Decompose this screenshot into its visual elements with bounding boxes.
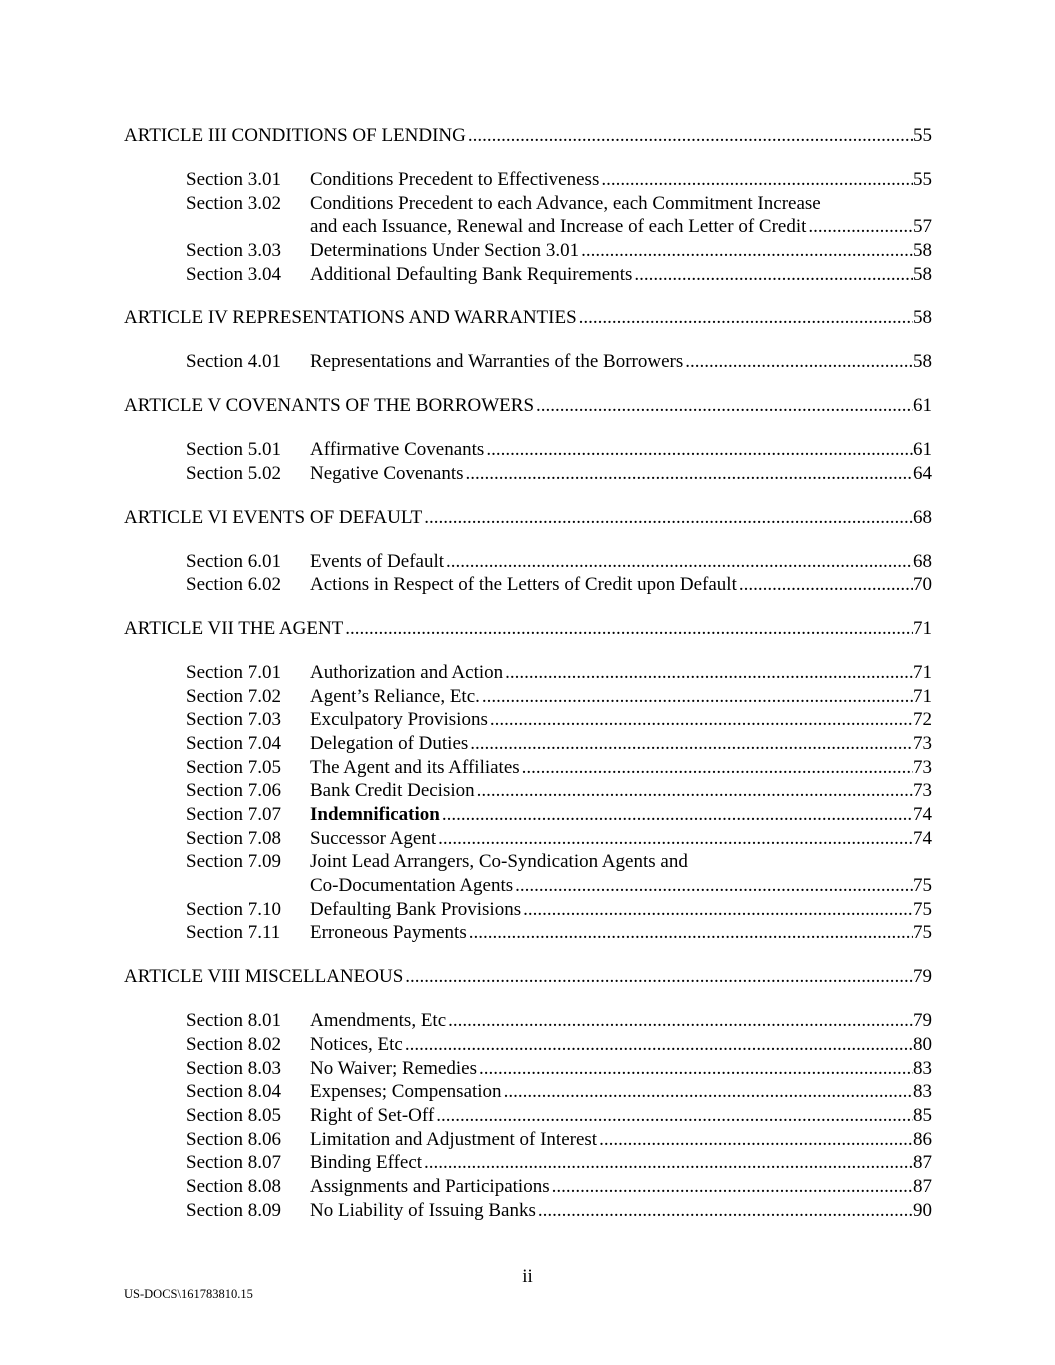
section-title: Determinations Under Section 3.01 — [310, 240, 580, 262]
toc-section-entry[interactable] — [124, 192, 932, 216]
section-number: Section 8.08 — [186, 1175, 281, 1197]
toc-section-entry[interactable] — [124, 239, 932, 263]
section-page-number: 73 — [913, 756, 932, 778]
section-title: No Waiver; Remedies — [310, 1057, 477, 1079]
dot-leader — [504, 1080, 913, 1104]
section-title: Right of Set-Off — [310, 1104, 435, 1126]
section-number: Section 3.03 — [186, 240, 281, 262]
toc-section-list — [124, 438, 932, 485]
section-page-number: 74 — [913, 827, 932, 849]
toc-section-entry[interactable] — [124, 550, 932, 574]
toc-section-entry[interactable] — [124, 898, 932, 922]
toc-article-heading[interactable] — [124, 394, 932, 418]
article-title: ARTICLE III CONDITIONS OF LENDING — [124, 125, 466, 146]
toc-section-entry[interactable] — [124, 827, 932, 851]
dot-leader — [522, 756, 913, 780]
section-title: Additional Defaulting Bank Requirements — [310, 263, 633, 285]
dot-leader — [581, 239, 913, 263]
section-page-number: 58 — [913, 351, 932, 373]
section-page-number: 57 — [913, 216, 932, 238]
dot-leader — [552, 1175, 913, 1199]
section-number: Section 7.10 — [186, 898, 281, 920]
dot-leader — [808, 215, 913, 239]
dot-leader — [739, 573, 913, 597]
section-page-number: 73 — [913, 732, 932, 754]
toc-section-entry[interactable] — [124, 438, 932, 462]
dot-leader — [523, 898, 913, 922]
section-title: Assignments and Participations — [310, 1175, 550, 1197]
dot-leader — [442, 803, 913, 827]
section-number: Section 3.04 — [186, 263, 281, 285]
dot-leader — [482, 685, 913, 709]
section-title: Bank Credit Decision — [310, 780, 475, 802]
dot-leader — [536, 394, 913, 418]
toc-section-entry-continued[interactable] — [124, 215, 932, 239]
section-page-number: 87 — [913, 1152, 932, 1174]
table-of-contents — [124, 124, 932, 1242]
section-title: No Liability of Issuing Banks — [310, 1199, 536, 1221]
section-title: The Agent and its Affiliates — [310, 756, 520, 778]
toc-section-entry[interactable] — [124, 168, 932, 192]
section-number: Section 6.02 — [186, 574, 281, 596]
section-page-number: 75 — [913, 875, 932, 897]
section-number: Section 4.01 — [186, 351, 281, 373]
section-number: Section 8.04 — [186, 1081, 281, 1103]
section-title: Co-Documentation Agents — [310, 875, 514, 897]
section-title: Defaulting Bank Provisions — [310, 898, 522, 920]
section-number: Section 5.01 — [186, 439, 281, 461]
article-page-number: 68 — [913, 506, 932, 528]
toc-section-entry[interactable] — [124, 263, 932, 287]
section-title: Indemnification — [310, 804, 440, 825]
section-page-number: 58 — [913, 240, 932, 262]
toc-section-entry[interactable] — [124, 685, 932, 709]
dot-leader — [448, 1009, 913, 1033]
article-page-number: 79 — [913, 966, 932, 988]
dot-leader — [599, 1128, 913, 1152]
dot-leader — [405, 965, 913, 989]
section-page-number: 58 — [913, 263, 932, 285]
section-title: Successor Agent — [310, 827, 437, 849]
dot-leader — [579, 306, 913, 330]
toc-section-list — [124, 1009, 932, 1222]
section-number: Section 8.05 — [186, 1104, 281, 1126]
toc-section-entry[interactable] — [124, 1033, 932, 1057]
toc-section-entry[interactable] — [124, 756, 932, 780]
section-number: Section 7.01 — [186, 661, 281, 683]
article-title: ARTICLE V COVENANTS OF THE BORROWERS — [124, 395, 535, 417]
section-title: Amendments, Etc — [310, 1010, 447, 1032]
section-page-number: 87 — [913, 1175, 932, 1197]
section-page-number: 71 — [913, 661, 932, 683]
section-page-number: 83 — [913, 1057, 932, 1079]
toc-article-heading[interactable] — [124, 124, 932, 148]
page-number: ii — [522, 1266, 533, 1287]
section-page-number: 80 — [913, 1033, 932, 1055]
section-number: Section 7.04 — [186, 732, 281, 754]
section-title: Affirmative Covenants — [310, 439, 485, 461]
section-page-number: 64 — [913, 462, 932, 484]
section-page-number: 72 — [913, 709, 932, 731]
section-page-number: 79 — [913, 1010, 932, 1032]
toc-section-entry[interactable] — [124, 1057, 932, 1081]
toc-section-entry[interactable] — [124, 921, 932, 945]
section-title: Expenses; Compensation — [310, 1081, 502, 1103]
toc-section-entry[interactable] — [124, 779, 932, 803]
toc-section-entry[interactable] — [124, 1175, 932, 1199]
toc-section-entry[interactable] — [124, 1199, 932, 1223]
section-title: Delegation of Duties — [310, 732, 469, 754]
dot-leader — [515, 874, 913, 898]
toc-section-entry[interactable] — [124, 1104, 932, 1128]
dot-leader — [486, 438, 913, 462]
toc-section-entry[interactable] — [124, 573, 932, 597]
article-page-number: 71 — [913, 617, 932, 639]
section-page-number: 83 — [913, 1081, 932, 1103]
toc-section-entry[interactable] — [124, 1151, 932, 1175]
toc-section-list — [124, 550, 932, 597]
section-number: Section 6.01 — [186, 550, 281, 572]
section-title-line1: Conditions Precedent to each Advance, each Commitment Increase — [310, 192, 821, 214]
article-title: ARTICLE IV REPRESENTATIONS AND WARRANTIES — [124, 307, 577, 329]
dot-leader — [424, 1151, 913, 1175]
dot-leader — [438, 827, 913, 851]
toc-section-list — [124, 661, 932, 945]
dot-leader — [490, 708, 913, 732]
section-title: Notices, Etc — [310, 1033, 403, 1055]
article-page-number: 58 — [913, 307, 932, 329]
toc-section-entry-continued[interactable] — [124, 874, 932, 898]
section-title: Binding Effect — [310, 1152, 423, 1174]
section-number: Section 7.09 — [186, 851, 281, 873]
section-page-number: 75 — [913, 898, 932, 920]
section-number: Section 7.11 — [186, 922, 281, 944]
article-title: ARTICLE VI EVENTS OF DEFAULT — [124, 506, 423, 528]
section-number: Section 8.01 — [186, 1010, 281, 1032]
toc-section-entry[interactable] — [124, 661, 932, 685]
article-title: ARTICLE VII THE AGENT — [124, 617, 344, 639]
toc-section-entry[interactable] — [124, 1128, 932, 1152]
section-title: Exculpatory Provisions — [310, 709, 488, 731]
section-title: and each Issuance, Renewal and Increase of each Letter of Credit — [310, 216, 807, 238]
section-page-number: 68 — [913, 550, 932, 572]
dot-leader — [634, 263, 913, 287]
section-title: Actions in Respect of the Letters of Credit upon Default — [310, 574, 737, 596]
toc-section-entry[interactable] — [124, 850, 932, 874]
dot-leader — [469, 921, 913, 945]
dot-leader — [424, 506, 913, 530]
section-number: Section 7.02 — [186, 685, 281, 707]
toc-section-entry[interactable] — [124, 462, 932, 486]
section-number: Section 8.02 — [186, 1033, 281, 1055]
toc-section-entry[interactable] — [124, 1080, 932, 1104]
section-page-number: 73 — [913, 780, 932, 802]
section-title: Authorization and Action — [310, 661, 504, 683]
dot-leader — [468, 124, 913, 148]
section-number: Section 8.03 — [186, 1057, 281, 1079]
section-number: Section 8.09 — [186, 1199, 281, 1221]
section-number: Section 7.03 — [186, 709, 281, 731]
article-page-number: 55 — [913, 125, 932, 146]
toc-section-entry[interactable] — [124, 350, 932, 374]
dot-leader — [345, 617, 913, 641]
dot-leader — [685, 350, 913, 374]
section-title: Negative Covenants — [310, 462, 464, 484]
toc-section-entry[interactable] — [124, 732, 932, 756]
article-title: ARTICLE VIII MISCELLANEOUS — [124, 966, 404, 988]
toc-article-heading[interactable] — [124, 306, 932, 330]
section-number: Section 5.02 — [186, 462, 281, 484]
section-number: Section 7.06 — [186, 780, 281, 802]
section-page-number: 75 — [913, 922, 932, 944]
section-page-number: 90 — [913, 1199, 932, 1221]
dot-leader — [505, 661, 913, 685]
toc-section-entry[interactable] — [124, 1009, 932, 1033]
section-page-number: 85 — [913, 1104, 932, 1126]
toc-section-entry[interactable] — [124, 803, 932, 827]
section-title: Agent’s Reliance, Etc. — [310, 685, 480, 707]
dot-leader — [470, 732, 913, 756]
section-page-number: 71 — [913, 685, 932, 707]
section-number: Section 7.05 — [186, 756, 281, 778]
toc-section-entry[interactable] — [124, 708, 932, 732]
section-title: Conditions Precedent to Effectiveness — [310, 169, 600, 190]
section-title: Erroneous Payments — [310, 922, 467, 944]
dot-leader — [405, 1033, 913, 1057]
toc-article-heading[interactable] — [124, 965, 932, 989]
dot-leader — [466, 462, 913, 486]
section-page-number: 61 — [913, 439, 932, 461]
section-title: Events of Default — [310, 550, 445, 572]
toc-article-heading[interactable] — [124, 506, 932, 530]
section-title: Representations and Warranties of the Borrowers — [310, 351, 684, 373]
section-number: Section 8.07 — [186, 1152, 281, 1174]
section-page-number: 74 — [913, 804, 932, 825]
section-number: Section 7.07 — [186, 804, 281, 825]
section-number: Section 3.01 — [186, 169, 281, 190]
section-number: Section 8.06 — [186, 1128, 281, 1150]
document-id: US-DOCS\161783810.15 — [124, 1287, 253, 1301]
toc-section-list — [124, 350, 932, 374]
dot-leader — [477, 779, 913, 803]
dot-leader — [436, 1104, 913, 1128]
section-page-number: 86 — [913, 1128, 932, 1150]
section-page-number: 70 — [913, 574, 932, 596]
section-page-number: 55 — [913, 169, 932, 190]
section-number: Section 3.02 — [186, 192, 281, 214]
toc-section-list — [124, 168, 932, 286]
dot-leader — [479, 1057, 913, 1081]
section-title-line1: Joint Lead Arrangers, Co-Syndication Agents and — [310, 851, 688, 873]
dot-leader — [446, 550, 913, 574]
dot-leader — [538, 1199, 913, 1223]
article-page-number: 61 — [913, 395, 932, 417]
dot-leader — [601, 168, 913, 192]
section-number: Section 7.08 — [186, 827, 281, 849]
section-title: Limitation and Adjustment of Interest — [310, 1128, 598, 1150]
toc-article-heading[interactable] — [124, 617, 932, 641]
